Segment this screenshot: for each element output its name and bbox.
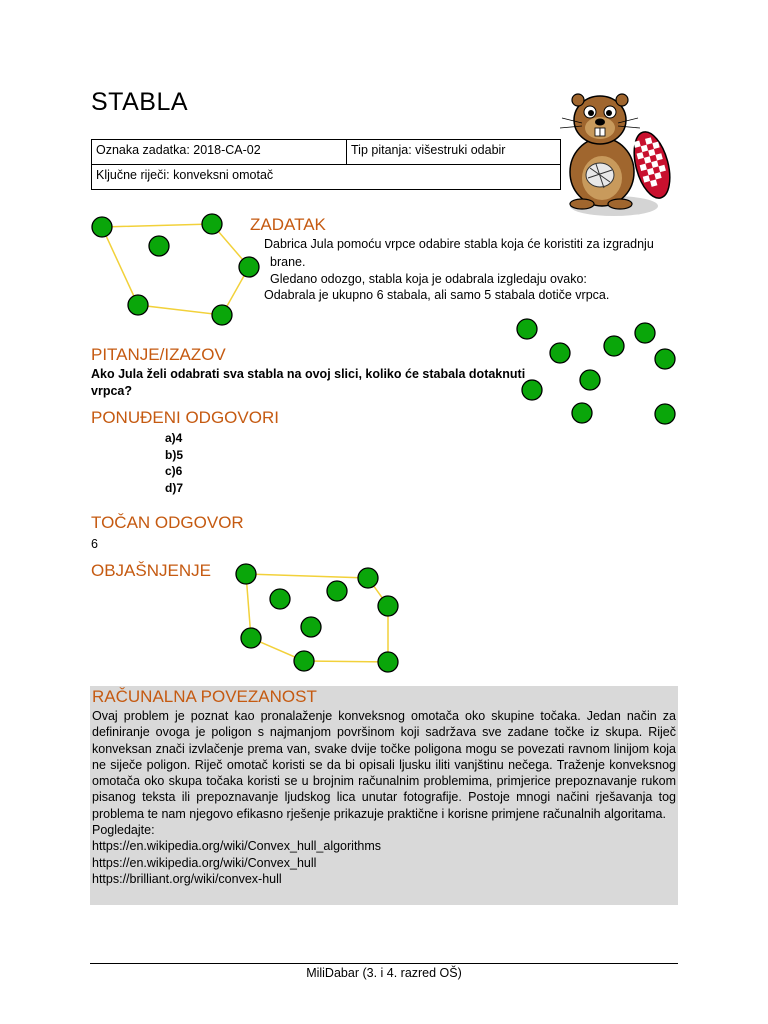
tree xyxy=(580,370,600,390)
task-meta-table xyxy=(91,139,561,190)
option-a: a)4 xyxy=(165,431,183,445)
tree xyxy=(358,568,378,588)
tree xyxy=(378,596,398,616)
task-heading: ZADATAK xyxy=(250,215,326,234)
answer-value: 6 xyxy=(91,537,98,551)
task-line: brane. xyxy=(270,255,306,269)
tree xyxy=(128,295,148,315)
tree xyxy=(327,581,347,601)
question-text: vrpca? xyxy=(91,384,132,398)
keywords: Ključne riječi: konveksni omotač xyxy=(96,168,274,182)
beaver-logo xyxy=(552,90,672,220)
tree xyxy=(270,589,290,609)
tree xyxy=(202,214,222,234)
task-code: Oznaka zadatka: 2018-CA-02 xyxy=(92,140,347,164)
tree xyxy=(212,305,232,325)
task-line: Odabrala je ukupno 6 stabala, ali samo 5 stabala dotiče vrpca. xyxy=(264,288,610,302)
task-line: Dabrica Jula pomoću vrpce odabire stabla koja će koristiti za izgradnju xyxy=(264,237,654,251)
tree xyxy=(550,343,570,363)
computing-panel xyxy=(90,686,678,905)
tree xyxy=(149,236,169,256)
question-type: Tip pitanja: višestruki odabir xyxy=(351,143,506,157)
see-also-label: Pogledajte: xyxy=(92,823,155,838)
tree xyxy=(241,628,261,648)
tree xyxy=(301,617,321,637)
tree xyxy=(294,651,314,671)
page-title: STABLA xyxy=(91,88,189,116)
answer-options xyxy=(165,430,183,496)
task-trees-figure xyxy=(88,208,263,333)
tree xyxy=(378,652,398,672)
explanation-trees-figure xyxy=(230,562,405,672)
question-text: Ako Jula želi odabrati sva stabla na ovoj slici, koliko će stabala dotaknuti xyxy=(91,367,526,381)
task-line: Gledano odozgo, stabla koja je odabrala izgledaju ovako: xyxy=(270,272,587,286)
footer-divider xyxy=(90,963,678,964)
question-heading: PITANJE/IZAZOV xyxy=(91,345,226,364)
meta-row xyxy=(92,164,560,189)
option-b: b)5 xyxy=(165,447,183,462)
computing-text: Ovaj problem je poznat kao pronalaženje konveksnog omotača oko skupine točaka. Jedan način za definiranje ovoga je poligon s najmanjom površinom koji sadržava sve zadane točke iz skupa. Riječ konveksan znači izvlačenje prema van, svake dvije točke poligona mogu se povezati ravnom linijom koja ne siječe poligon. Riječ omotač koristi se da bi opisali ljusku iliti vanjštinu nečega. Traženje konveksnog omotača oko skupa točaka koristi se u brojnim računalnim problemima, primjerice prepoznavanje rukom pisanog teksta ili prepoznavanje ljudskog lica unutar fotografije. Postoje mnogi načini rješavanja tog problema te nam njegovo efikasno rješenje prikazuje praktične i korisne primjene računalnih algoritama. xyxy=(92,709,676,821)
computing-heading: RAČUNALNA POVEZANOST xyxy=(92,687,317,706)
option-c: c)6 xyxy=(165,464,183,478)
tree xyxy=(522,380,542,400)
tree xyxy=(239,257,259,277)
reference-link[interactable]: https://en.wikipedia.org/wiki/Convex_hull_algorithms xyxy=(92,839,382,854)
tree xyxy=(635,323,655,343)
tree xyxy=(655,404,675,424)
tree xyxy=(604,336,624,356)
tree xyxy=(655,349,675,369)
answer-heading: TOČAN ODGOVOR xyxy=(91,513,244,532)
option-d: d)7 xyxy=(165,480,183,495)
tree xyxy=(572,403,592,423)
reference-link[interactable]: https://brilliant.org/wiki/convex-hull xyxy=(92,871,282,886)
meta-row xyxy=(92,140,560,164)
question-trees-figure xyxy=(510,312,680,432)
explanation-heading: OBJAŠNJENJE xyxy=(91,561,211,580)
options-heading: PONUĐENI ODGOVORI xyxy=(91,408,279,427)
tree xyxy=(92,217,112,237)
tree xyxy=(517,319,537,339)
reference-link[interactable]: https://en.wikipedia.org/wiki/Convex_hull xyxy=(92,855,317,870)
tree xyxy=(236,564,256,584)
footer-text: MiliDabar (3. i 4. razred OŠ) xyxy=(306,966,462,980)
